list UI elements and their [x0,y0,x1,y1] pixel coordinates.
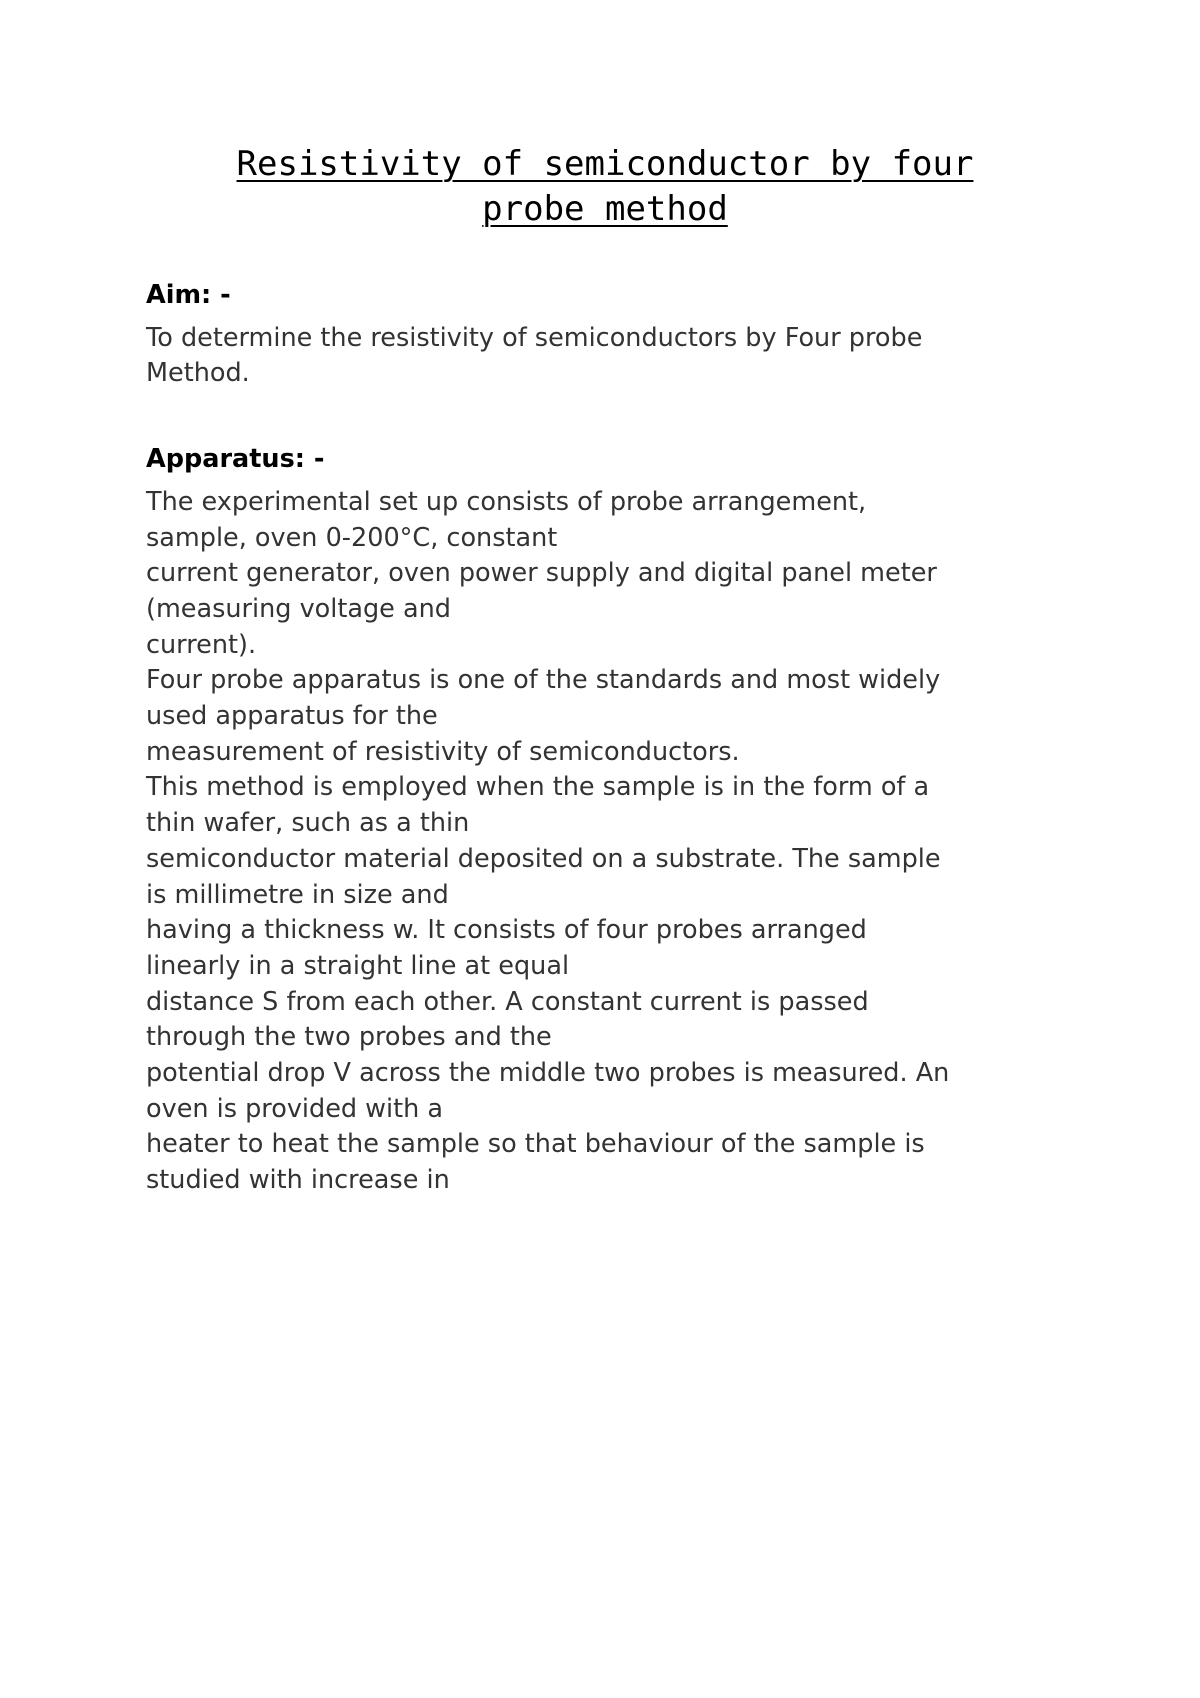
apparatus-line: used apparatus for the [146,701,438,732]
document-title [140,142,1070,232]
apparatus-line: oven is provided with a [146,1093,444,1124]
apparatus-line: is millimetre in size and [146,879,449,910]
aim-line: Method. [146,358,250,389]
apparatus-line: thin wafer, such as a thin [146,808,470,839]
apparatus-line: studied with increase in [146,1165,450,1196]
apparatus-line: potential drop V across the middle two probes is measured. An [146,1058,950,1089]
apparatus-heading: Apparatus: - [146,444,325,475]
apparatus-section [146,442,1046,1199]
apparatus-line: linearly in a straight line at equal [146,950,570,981]
apparatus-line: The experimental set up consists of probe arrangement, [146,486,867,517]
document-body [146,278,1046,1199]
apparatus-line: current). [146,629,257,660]
apparatus-line: distance S from each other. A constant current is passed [146,986,869,1017]
aim-section [146,278,1046,392]
apparatus-line: through the two probes and the [146,1022,552,1053]
apparatus-line: having a thickness w. It consists of four probes arranged [146,915,867,946]
apparatus-line: (measuring voltage and [146,593,451,624]
apparatus-line: Four probe apparatus is one of the standards and most widely [146,665,941,696]
apparatus-line: current generator, oven power supply and digital panel meter [146,558,937,589]
title-line-2: probe method [482,189,728,229]
aim-heading: Aim: - [146,280,231,310]
apparatus-line: This method is employed when the sample is in the form of a [146,772,930,803]
apparatus-line: semiconductor material deposited on a substrate. The sample [146,843,941,874]
apparatus-line: heater to heat the sample so that behaviour of the sample is [146,1129,925,1160]
title-line-1: Resistivity of semiconductor by four [236,144,974,184]
aim-line: To determine the resistivity of semiconductors by Four probe [146,322,923,353]
apparatus-line: sample, oven 0-200°C, constant [146,522,558,553]
apparatus-line: measurement of resistivity of semiconductors. [146,736,740,767]
